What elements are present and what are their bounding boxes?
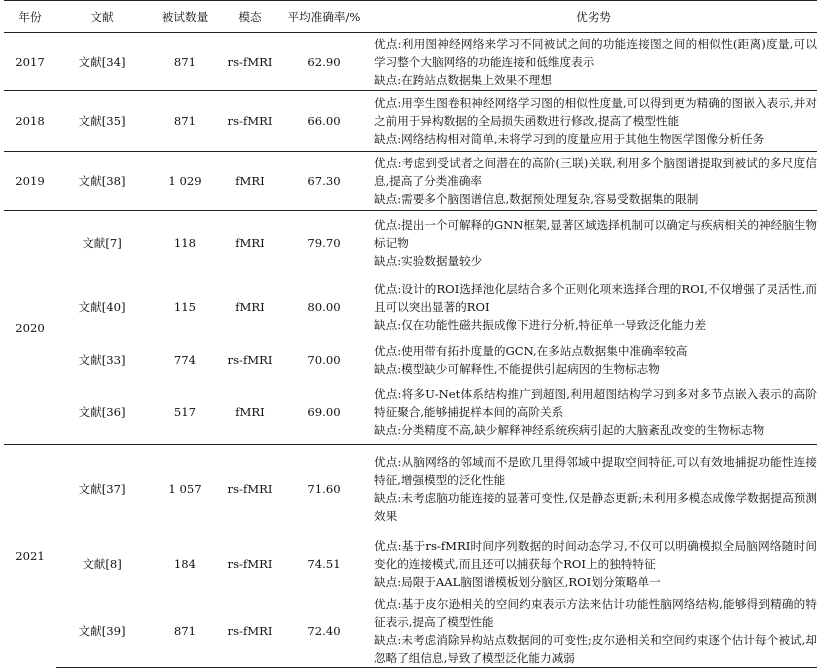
year-cell: 2020 — [4, 211, 56, 445]
table-row — [4, 275, 817, 339]
table-header — [4, 1, 817, 33]
subjects-cell: 871 — [148, 33, 222, 91]
header-subjects: 被试数量 — [148, 1, 222, 33]
header-modality: 模态 — [222, 1, 278, 33]
cons-text: 缺点:局限于AAL脑图谱模板划分脑区,ROI划分策略单一 — [374, 574, 661, 589]
cons-text: 缺点:需要多个脑图谱信息,数据预处理复杂,容易受数据集的限制 — [374, 192, 699, 206]
cons-text: 缺点:未考虑消除异构站点数据间的可变性;皮尔逊相关和空间约束逐个估计每个被试,却忽略了组信息,导致了模型泛化能力减弱 — [374, 632, 817, 665]
subjects-cell: 774 — [173, 352, 197, 367]
pros-cons-cell — [370, 533, 817, 595]
subjects-cell: 517 — [173, 405, 197, 420]
year-cell: 2017 — [4, 33, 56, 91]
literature-cell: 文献[38] — [56, 152, 148, 211]
modality-cell: rs-fMRI — [222, 445, 278, 533]
cons-text: 缺点:实验数据量较少 — [374, 253, 483, 268]
table-row — [4, 211, 817, 275]
literature-cell: 文献[8] — [82, 556, 122, 571]
cons-text: 缺点:未考虑脑功能连接的显著可变性,仅是静态更新;未利用多模态成像学数据提高预测效果 — [374, 490, 817, 523]
pros-cons-cell — [370, 275, 817, 339]
literature-cell: 文献[37] — [56, 445, 148, 533]
table-row — [4, 33, 817, 91]
table-row — [4, 381, 817, 445]
pros-text: 优点:基于rs-fMRI时间序列数据的时间动态学习,不仅可以明确模拟全局脑网络随时间变化的连接模式,而且还可以捕获每个ROI上的独特特征 — [374, 538, 817, 571]
literature-cell: 文献[36] — [78, 405, 126, 420]
header-accuracy: 平均准确率/% — [278, 1, 370, 33]
literature-cell: 文献[7] — [56, 211, 148, 275]
pros-cons-cell — [370, 445, 817, 533]
table-row — [4, 445, 817, 533]
header-year: 年份 — [4, 1, 56, 33]
pros-text: 优点:考虑到受试者之间潜在的高阶(三联)关联,利用多个脑图谱提取到被试的多尺度信息,提高了分类准确率 — [374, 156, 817, 188]
modality-cell: fMRI — [235, 299, 265, 314]
accuracy-cell: 80.00 — [307, 299, 341, 314]
literature-cell: 文献[35] — [56, 91, 148, 152]
modality-cell: rs-fMRI — [222, 91, 278, 152]
pros-cons-cell — [370, 152, 817, 211]
literature-cell: 文献[40] — [78, 299, 126, 314]
accuracy-cell: 74.51 — [307, 556, 341, 571]
accuracy-cell: 79.70 — [278, 211, 370, 275]
modality-cell: fMRI — [222, 211, 278, 275]
cons-text: 缺点:分类精度不高,缺少解释神经系统疾病引起的大脑紊乱改变的生物标志物 — [374, 423, 765, 438]
table-row — [4, 91, 817, 152]
table-row — [4, 533, 817, 595]
subjects-cell: 1 029 — [148, 152, 222, 211]
table-row — [4, 152, 817, 211]
pros-text: 优点:利用图神经网络来学习不同被试之间的功能连接图之间的相似性(距离)度量,可以学习整个大脑网络的功能连接和低维度表示 — [374, 36, 817, 69]
subjects-cell: 118 — [148, 211, 222, 275]
table-body — [4, 33, 817, 668]
pros-text: 优点:使用带有拓扑度量的GCN,在多站点数据集中准确率较高 — [374, 343, 688, 358]
subjects-cell: 871 — [148, 595, 222, 668]
pros-text: 优点:基于皮尔逊相关的空间约束表示方法来估计功能性脑网络结构,能够得到精确的特征表示,提高了模型性能 — [374, 596, 817, 629]
pros-cons-cell — [370, 381, 817, 445]
subjects-cell: 184 — [173, 556, 197, 571]
pros-cons-cell — [370, 339, 817, 381]
year-cell: 2019 — [4, 152, 56, 211]
accuracy-cell: 62.90 — [278, 33, 370, 91]
pros-text: 优点:将多U-Net体系结构推广到超图,利用超图结构学习到多对多节点嵌入表示的高阶特征聚合,能够捕捉样本间的高阶关系 — [374, 387, 817, 420]
pros-cons-cell — [370, 211, 817, 275]
header-pros-cons: 优劣势 — [370, 1, 817, 33]
modality-cell: fMRI — [222, 152, 278, 211]
accuracy-cell: 69.00 — [307, 405, 341, 420]
accuracy-cell: 71.60 — [278, 445, 370, 533]
modality-cell: rs-fMRI — [227, 352, 273, 367]
pros-cons-cell — [370, 91, 817, 152]
subjects-cell: 1 057 — [148, 445, 222, 533]
cons-text: 缺点:仅在功能性磁共振成像下进行分析,特征单一导致泛化能力差 — [374, 317, 707, 332]
accuracy-cell: 70.00 — [307, 352, 341, 367]
pros-text: 优点:用孪生图卷积神经网络学习图的相似性度量,可以得到更为精确的图嵌入表示,并对之前用于异构数据的全局损失函数进行修改,提高了模型性能 — [374, 96, 817, 128]
table-row — [4, 595, 817, 668]
pros-text: 优点:设计的ROI选择池化层结合多个正则化项来选择合理的ROI,不仅增强了灵活性,而且可以突出显著的ROI — [374, 281, 817, 314]
year-cell: 2021 — [4, 445, 56, 668]
accuracy-cell: 67.30 — [278, 152, 370, 211]
year-cell: 2018 — [4, 91, 56, 152]
modality-cell: fMRI — [235, 405, 265, 420]
pros-text: 优点:从脑网络的邻域而不是欧几里得邻域中提取空间特征,可以有效地捕捉功能性连接特征,增强模型的泛化性能 — [374, 454, 817, 487]
pros-cons-cell — [370, 595, 817, 668]
cons-text: 缺点:在跨站点数据集上效果不理想 — [374, 72, 552, 87]
cons-text: 缺点:网络结构相对简单,未将学习到的度量应用于其他生物医学图像分析任务 — [374, 132, 765, 146]
modality-cell: rs-fMRI — [222, 595, 278, 668]
literature-cell: 文献[33] — [78, 352, 126, 367]
subjects-cell: 115 — [173, 299, 197, 314]
accuracy-cell: 72.40 — [278, 595, 370, 668]
pros-cons-cell — [370, 33, 817, 91]
comparison-table — [4, 0, 817, 668]
table-row — [4, 339, 817, 381]
literature-cell: 文献[34] — [56, 33, 148, 91]
cons-text: 缺点:模型缺少可解释性,不能提供引起病因的生物标志物 — [374, 361, 660, 376]
modality-cell: rs-fMRI — [227, 556, 273, 571]
pros-text: 优点:提出一个可解释的GNN框架,显著区域选择机制可以确定与疾病相关的神经脑生物标记物 — [374, 217, 817, 250]
modality-cell: rs-fMRI — [222, 33, 278, 91]
subjects-cell: 871 — [148, 91, 222, 152]
literature-cell: 文献[39] — [56, 595, 148, 668]
accuracy-cell: 66.00 — [278, 91, 370, 152]
header-literature: 文献 — [56, 1, 148, 33]
